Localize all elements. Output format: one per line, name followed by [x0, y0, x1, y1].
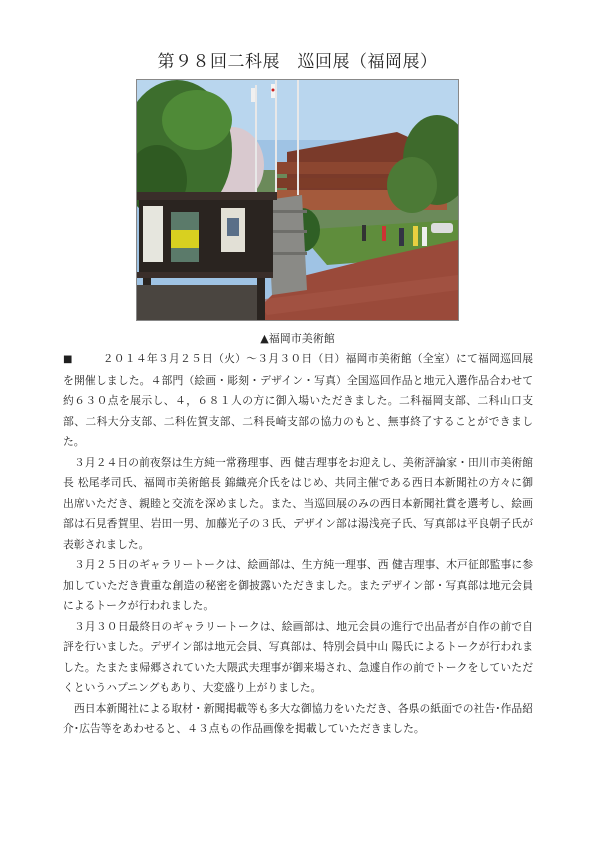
- paragraph-3: ３月２５日のギャラリートークは、絵画部は、生方純一理事、西 健吉理事、木戸征郎監事に参加していただき貴重な創造の秘密を御披露いただきました。またデザイン部・写真部は地元会員によるトークが行われました。: [63, 558, 533, 612]
- page-title: 第９８回二科展 巡回展（福岡展）: [157, 52, 438, 72]
- paragraph-5: 西日本新聞社による取材・新聞掲載等も多大な御協力をいただき、各県の紙面での社告･作品紹介･広告等をあわせると、４３点もの作品画像を掲載していただきました。: [63, 701, 533, 735]
- photo-caption: ▲福岡市美術館: [260, 332, 335, 345]
- paragraph-2: ３月２４日の前夜祭は生方純一常務理事、西 健吉理事をお迎えし、美術評論家・田川市美術館長 松尾孝司氏、福岡市美術館長 錦織亮介氏をはじめ、共同主催である西日本新聞社の方々に御出席いただき、親睦と交流を深めました。また、当巡回展のみの西日本新聞社賞を選考し、絵画部は石見香賀里、岩田一男、加藤光子の３氏、デザイン部は湯浅亮子氏、写真部は平良朝子氏が表彰されました。: [63, 455, 533, 551]
- paragraph-4: ３月３０日最終日のギャラリートークは、絵画部は、地元会員の進行で出品者が自作の前で自評を行いました。デザイン部は地元会員、写真部は、特別会員中山 陽氏によるトークが行われました。たまたま帰郷されていた大隈武夫理事が御来場され、急遽自作の前でトークをしていただくというハプニングもあり、大変盛り上がりました。: [63, 619, 533, 694]
- paragraph-text: ２０１４年３月２５日（火）～３月３０日（日）福岡市美術館（全室）にて福岡巡回展を開催しました。４部門（絵画・彫刻・デザイン・写真）全国巡回作品と地元入選作品合わせて約６３０点を展示し、４，６８１人の方に御入場いただきました。二科福岡支部、二科山口支部、二科大分支部、二科佐賀支部、二科長崎支部の協力のもと、無事終了することができました。: [63, 352, 534, 448]
- museum-photo: [136, 79, 459, 321]
- article-body: [63, 349, 533, 740]
- paragraph-1: [63, 349, 533, 453]
- bullet-mark: ■: [63, 354, 73, 365]
